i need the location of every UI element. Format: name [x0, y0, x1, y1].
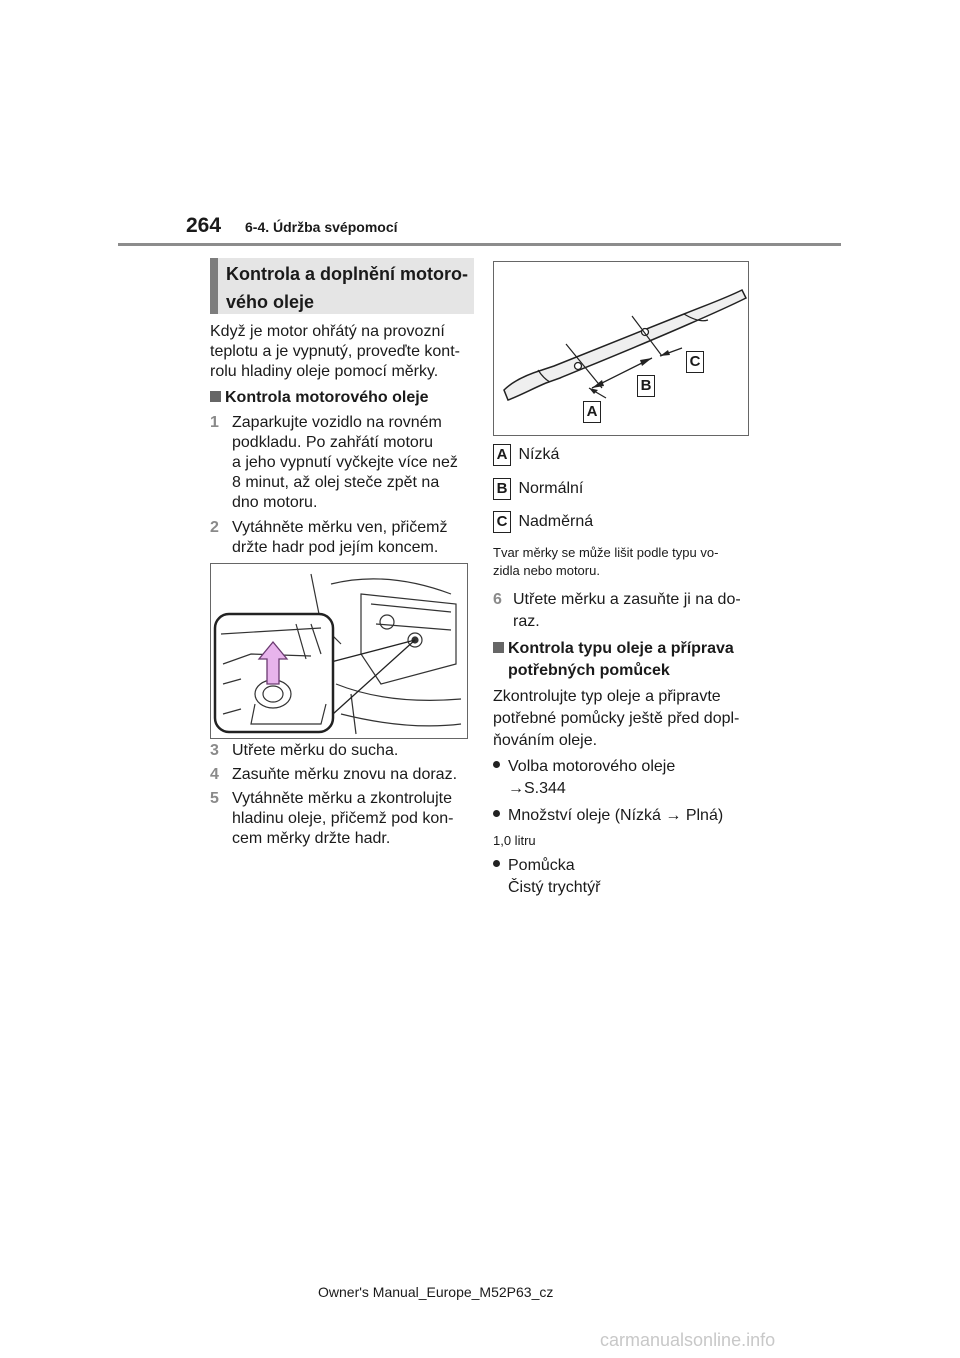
step-number: 3 [210, 742, 219, 759]
figure-label-a: A [583, 401, 601, 423]
dipstick-illustration [493, 261, 749, 436]
subheading-text: Kontrola motorového oleje [225, 389, 429, 406]
step-line: Zasuňte měrku znovu na doraz. [232, 766, 458, 783]
step-number: 6 [493, 591, 502, 608]
step-6 [493, 589, 763, 633]
page-number: 264 [186, 214, 222, 237]
bullet-icon [493, 810, 500, 817]
step-line: raz. [513, 613, 540, 630]
intro-line: teplotu a je vypnutý, proveďte kont- [210, 343, 460, 360]
step-number: 1 [210, 414, 219, 431]
engine-bay-drawing [211, 564, 467, 738]
step-line: cem měrky držte hadr. [232, 830, 391, 847]
bullet-text: Množství oleje (Nízká → Plná) [508, 807, 724, 824]
step-line: dno motoru. [232, 494, 318, 511]
section-heading-box [210, 258, 474, 314]
intro-paragraph [210, 322, 470, 382]
figure-label-c: C [686, 351, 704, 373]
section-title: 6-4. Údržba svépomocí [245, 219, 398, 235]
legend-key: A [493, 444, 511, 466]
step-number: 5 [210, 790, 219, 807]
bullet-oil-selection [493, 756, 675, 800]
oil-type-paragraph [493, 686, 763, 752]
subheading-oil-type [493, 638, 734, 682]
paragraph-line: ňováním oleje. [493, 732, 598, 749]
subheading-text: Kontrola typu oleje a příprava [508, 640, 734, 657]
square-bullet-icon [210, 391, 221, 402]
legend-normal [493, 478, 583, 500]
step-line: a jeho vypnutí vyčkejte více než [232, 454, 458, 471]
bullet-text: Volba motorového oleje [508, 758, 676, 775]
section-heading-line-2: vého oleje [226, 292, 315, 312]
step-line: hladinu oleje, přičemž pod kon- [232, 810, 454, 827]
manual-footer: Owner's Manual_Europe_M52P63_cz [318, 1284, 554, 1300]
page-reference-link[interactable]: →S.344 [508, 780, 566, 797]
note-line: zidla nebo motoru. [493, 563, 600, 578]
legend-text: Nízká [518, 446, 560, 463]
paragraph-line: potřebné pomůcky ještě před dopl- [493, 710, 740, 727]
step-line: Utřete měrku a zasuňte ji na do- [513, 591, 741, 608]
subheading-text: potřebných pomůcek [508, 662, 670, 679]
bullet-tool [493, 855, 600, 899]
intro-line: Když je motor ohřátý na provozní [210, 323, 445, 340]
figure-label-b: B [637, 375, 655, 397]
step-5 [210, 789, 470, 851]
engine-bay-illustration [210, 563, 468, 739]
intro-line: rolu hladiny oleje pomocí měrky. [210, 363, 439, 380]
legend-text: Normální [518, 480, 584, 497]
legend-key: B [493, 478, 511, 500]
bullet-icon [493, 761, 500, 768]
step-line: Utřete měrku do sucha. [232, 742, 399, 759]
step-line: Vytáhněte měrku a zkontrolujte [232, 790, 452, 807]
bullet-text: Čistý trychtýř [508, 879, 601, 896]
oil-amount-value: 1,0 litru [493, 833, 536, 848]
dipstick-drawing [494, 262, 748, 435]
step-number: 2 [210, 519, 219, 536]
header-divider [118, 243, 841, 246]
bullet-text: Pomůcka [508, 857, 575, 874]
step-line: 8 minut, až olej steče zpět na [232, 474, 440, 491]
bullet-oil-amount [493, 805, 723, 827]
legend-excessive [493, 511, 593, 533]
step-1 [210, 413, 470, 513]
section-heading-line-1: Kontrola a doplnění motoro- [226, 264, 468, 284]
subheading-oil-check [210, 388, 429, 408]
legend-low [493, 444, 559, 466]
legend-key: C [493, 511, 511, 533]
legend-text: Nadměrná [518, 513, 594, 530]
step-3 [210, 741, 470, 763]
watermark: carmanualsonline.info [600, 1330, 776, 1350]
step-line: držte hadr pod jejím koncem. [232, 539, 439, 556]
step-2 [210, 518, 470, 558]
step-4 [210, 765, 470, 787]
paragraph-line: Zkontrolujte typ oleje a připravte [493, 688, 721, 705]
step-line: Zaparkujte vozidlo na rovném [232, 414, 442, 431]
square-bullet-icon [493, 642, 504, 653]
bullet-icon [493, 860, 500, 867]
step-line: podkladu. Po zahřátí motoru [232, 434, 434, 451]
dipstick-note [493, 544, 763, 580]
step-number: 4 [210, 766, 219, 783]
step-line: Vytáhněte měrku ven, přičemž [232, 519, 448, 536]
note-line: Tvar měrky se může lišit podle typu vo- [493, 545, 719, 560]
